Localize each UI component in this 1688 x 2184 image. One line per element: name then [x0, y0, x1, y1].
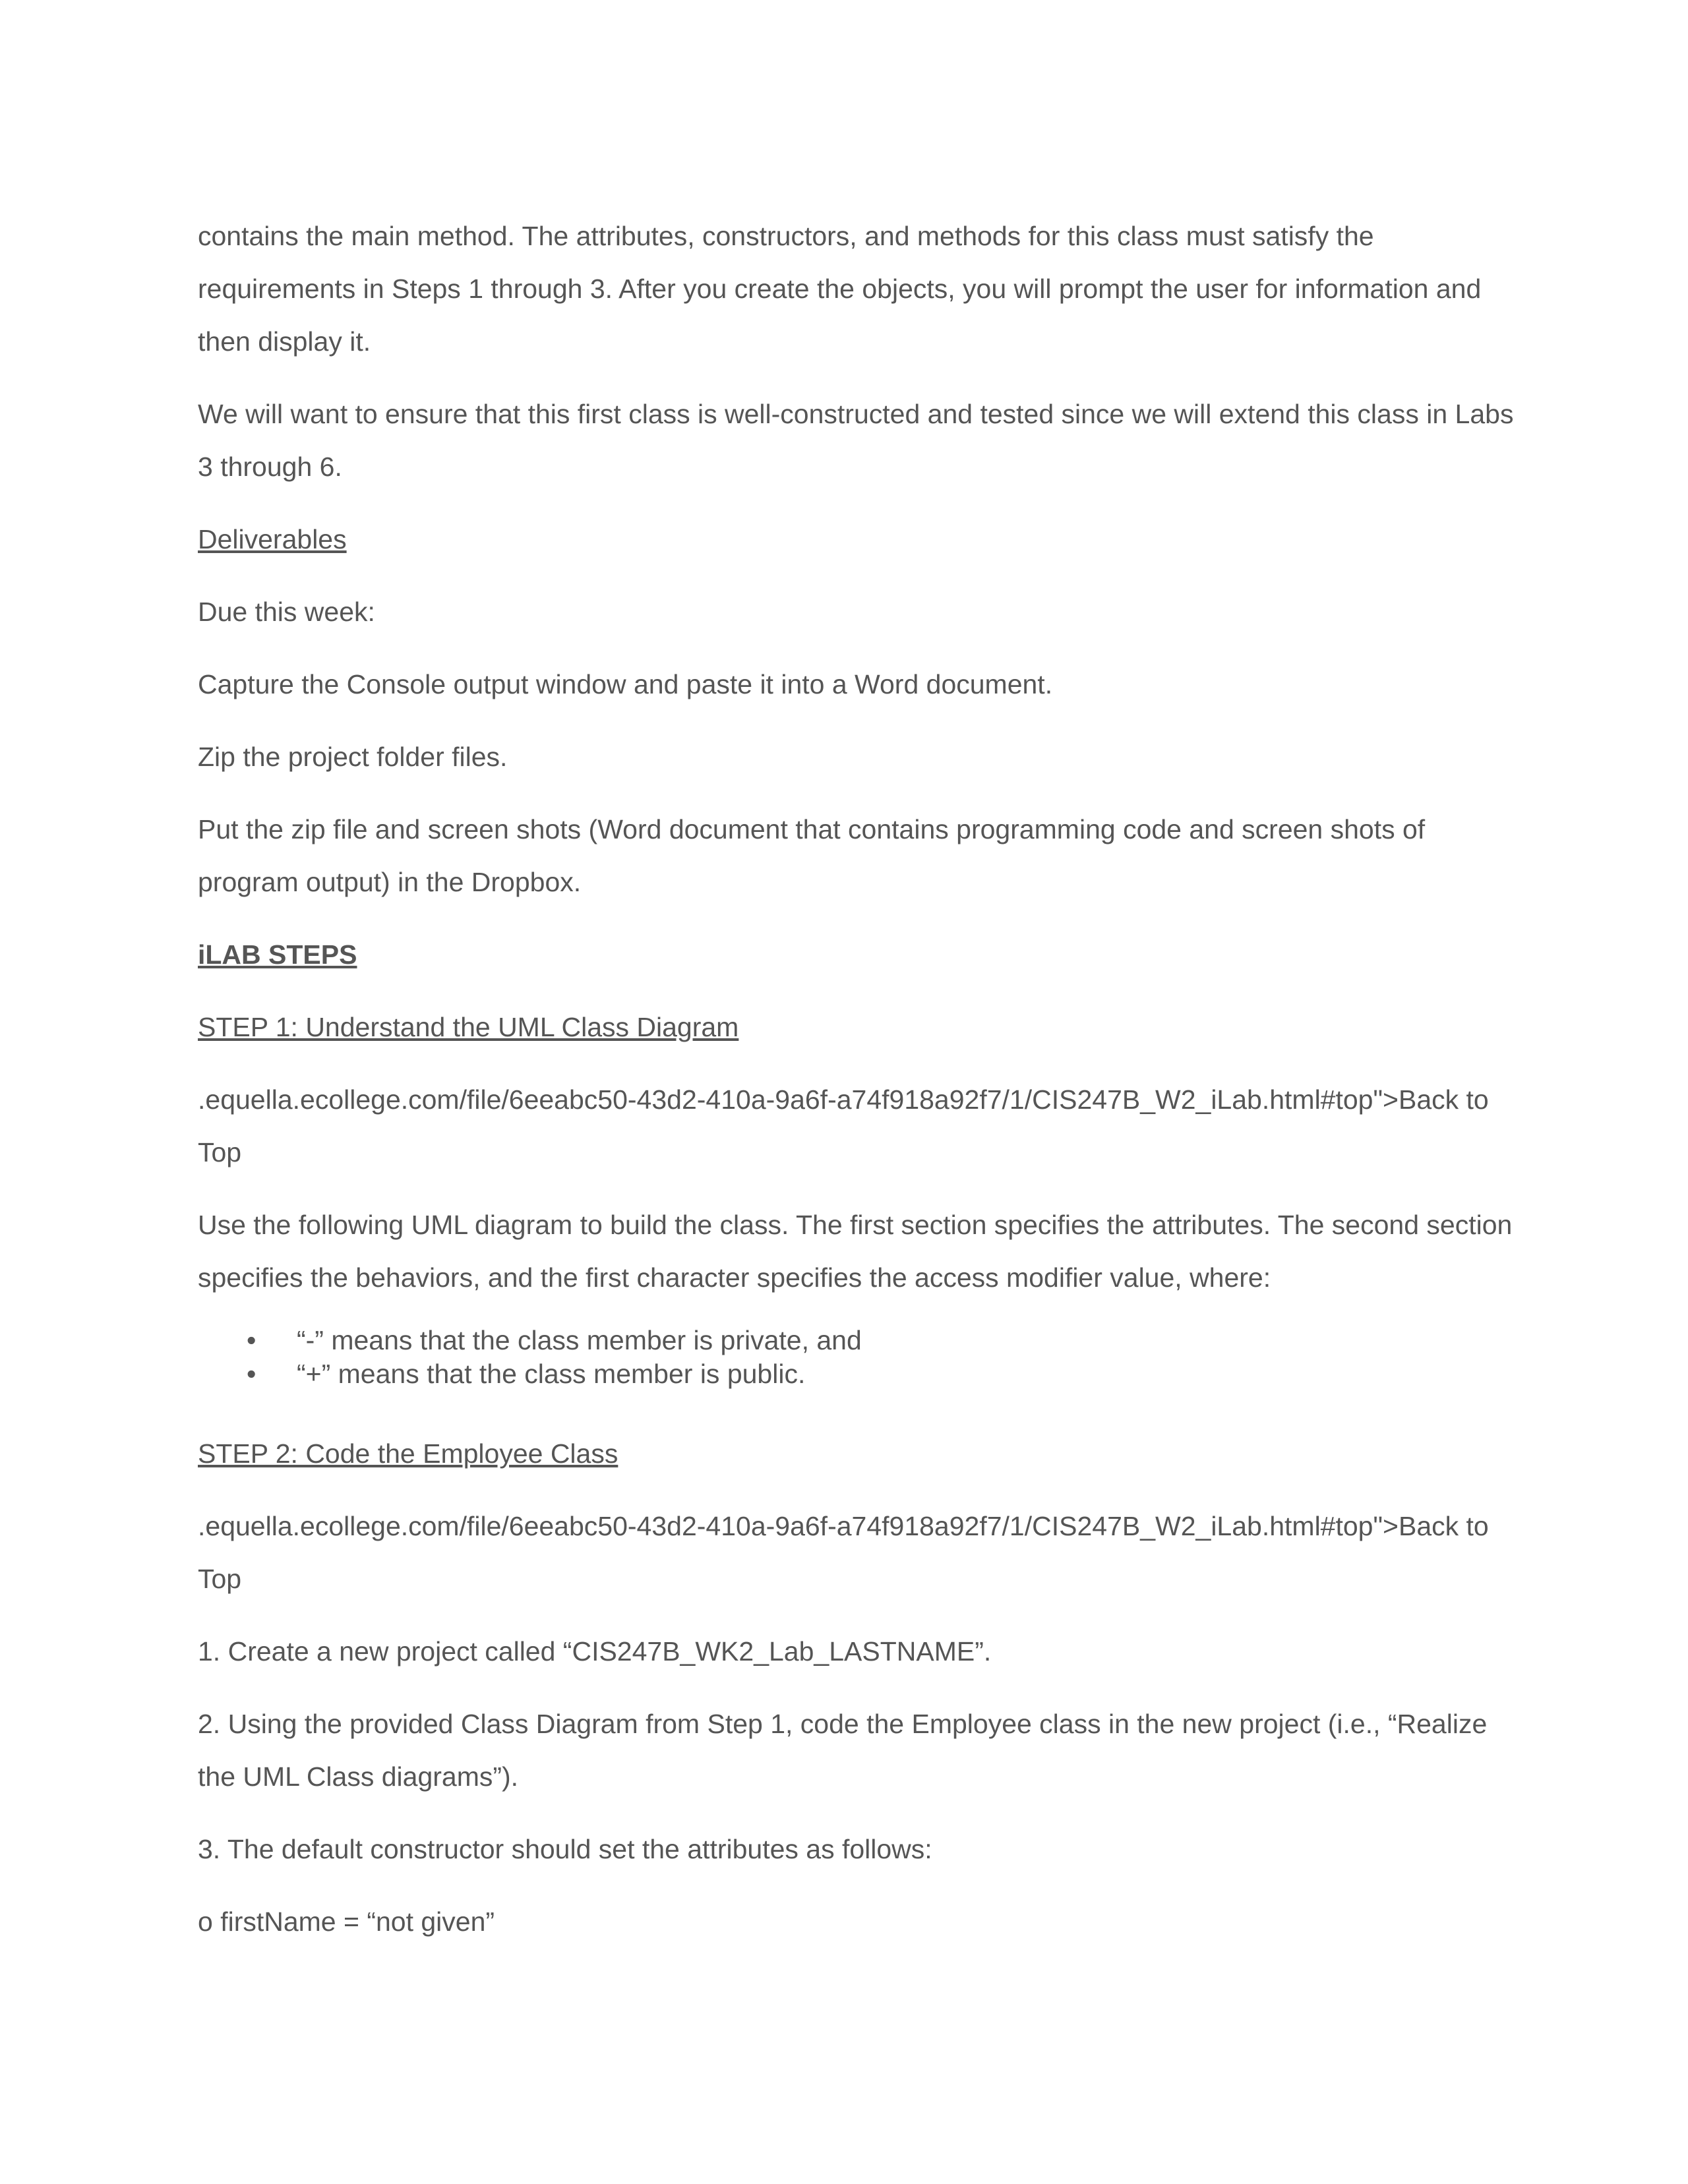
step1-description: Use the following UML diagram to build the class. The first section specifies the attributes. The second section specifies the behaviors, and the first character specifies the access modifier value, where:	[198, 1210, 1513, 1293]
bullet-text-public: “+” means that the class member is public.	[297, 1359, 806, 1389]
step2-item-1: 1. Create a new project called “CIS247B_WK2_Lab_LASTNAME”.	[198, 1636, 992, 1667]
step1-back-to-top-link[interactable]: .equella.ecollege.com/file/6eeabc50-43d2-410a-9a6f-a74f918a92f7/1/CIS247B_W2_iLab.html#top">Back to Top	[198, 1084, 1489, 1167]
deliverables-capture: Capture the Console output window and paste it into a Word document.	[198, 669, 1053, 699]
deliverables-zip: Zip the project folder files.	[198, 742, 508, 772]
step2-item-4: o firstName = “not given”	[198, 1906, 495, 1937]
step2-heading: STEP 2: Code the Employee Class	[198, 1438, 618, 1469]
deliverables-dropbox: Put the zip file and screen shots (Word document that contains programming code and screen shots of program output) in the Dropbox.	[198, 814, 1426, 897]
deliverables-heading: Deliverables	[198, 524, 347, 554]
bullet-text-private: “-” means that the class member is private, and	[297, 1325, 862, 1355]
list-item	[198, 1324, 1517, 1357]
intro-paragraph-1: contains the main method. The attributes, constructors, and methods for this class must satisfy the requirements in Steps 1 through 3. After you create the objects, you will prompt the user for information and then display it.	[198, 221, 1482, 357]
intro-paragraph-2: We will want to ensure that this first class is well-constructed and tested since we will extend this class in Labs 3 through 6.	[198, 399, 1514, 482]
step2-item-2: 2. Using the provided Class Diagram from Step 1, code the Employee class in the new project (i.e., “Realize the UML Class diagrams”).	[198, 1709, 1488, 1792]
deliverables-due: Due this week:	[198, 597, 375, 627]
step2-back-to-top-link[interactable]: .equella.ecollege.com/file/6eeabc50-43d2-410a-9a6f-a74f918a92f7/1/CIS247B_W2_iLab.html#top">Back to Top	[198, 1511, 1489, 1594]
step1-heading: STEP 1: Understand the UML Class Diagram	[198, 1012, 739, 1042]
document-page	[198, 210, 1517, 1968]
access-modifier-list	[198, 1324, 1517, 1391]
step2-item-3: 3. The default constructor should set the attributes as follows:	[198, 1834, 932, 1864]
ilab-steps-heading: iLAB STEPS	[198, 939, 357, 970]
bullet-icon: •	[247, 1325, 256, 1355]
bullet-icon: •	[247, 1359, 256, 1389]
list-item	[198, 1357, 1517, 1391]
